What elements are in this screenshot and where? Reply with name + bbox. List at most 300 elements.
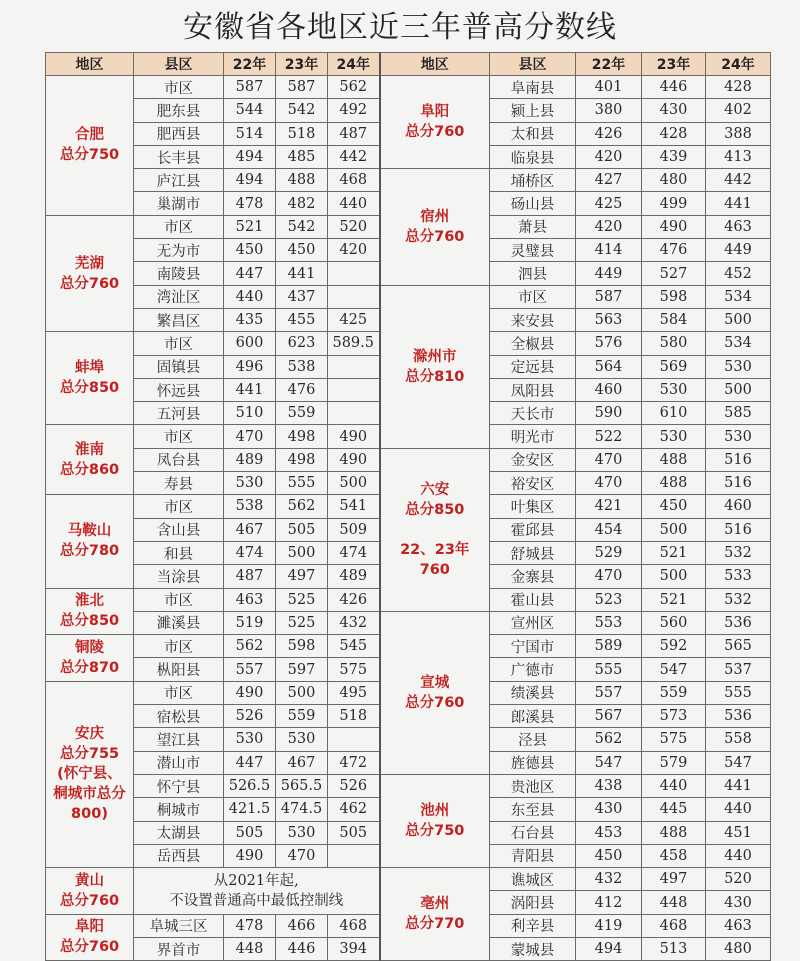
page-title: 安徽省各地区近三年普高分数线 — [183, 10, 617, 45]
region-label: 总分750 — [405, 823, 465, 839]
score-22-cell: 449 — [576, 262, 642, 285]
score-22-cell: 562 — [576, 728, 642, 751]
score-24-cell: 487 — [328, 122, 380, 145]
region-label: 马鞍山 — [67, 523, 112, 540]
table-row — [46, 285, 771, 308]
score-24-cell: 440 — [706, 798, 771, 821]
score-24-cell: 425 — [328, 308, 380, 331]
score-22-cell: 505 — [224, 821, 276, 844]
score-22-cell: 460 — [576, 378, 642, 401]
region-cell — [380, 448, 490, 611]
region-label: 总分760 — [405, 228, 465, 245]
score-22-cell: 521 — [224, 215, 276, 238]
score-table — [45, 52, 771, 961]
region-label: 22、23年 — [400, 541, 470, 558]
table-row — [46, 169, 771, 192]
score-22-cell: 567 — [576, 705, 642, 728]
score-23-cell: 623 — [276, 332, 328, 355]
region-label: 黄山 — [75, 872, 104, 889]
region-label: 总分760 — [59, 892, 120, 909]
score-23-cell: 439 — [642, 145, 706, 168]
county-cell: 市区 — [134, 588, 224, 611]
score-24-cell — [328, 378, 380, 401]
region-label: 池州 — [420, 803, 450, 819]
region-label: 总分750 — [59, 147, 120, 164]
score-23-cell: 598 — [276, 635, 328, 658]
score-22-cell: 450 — [576, 844, 642, 867]
county-cell: 南陵县 — [134, 262, 224, 285]
score-23-cell: 560 — [642, 611, 706, 634]
region-label: 宣城 — [420, 674, 450, 691]
county-cell: 寿县 — [134, 472, 224, 495]
county-cell: 市区 — [134, 681, 224, 704]
region-cell — [380, 774, 490, 867]
score-24-cell: 440 — [328, 192, 380, 215]
region-label: 总分755 — [59, 746, 120, 763]
score-24-cell: 516 — [706, 518, 771, 541]
score-22-cell: 470 — [576, 472, 642, 495]
region-cell — [46, 425, 134, 495]
score-22-cell: 453 — [576, 821, 642, 844]
county-cell: 和县 — [134, 541, 224, 564]
score-24-cell: 562 — [328, 76, 380, 99]
score-23-cell: 521 — [642, 588, 706, 611]
score-22-cell: 427 — [576, 169, 642, 192]
score-23-cell: 597 — [276, 658, 328, 681]
region-cell — [46, 914, 134, 961]
score-22-cell: 470 — [576, 565, 642, 588]
county-cell: 贵池区 — [490, 774, 576, 797]
score-23-cell: 500 — [276, 681, 328, 704]
score-22-cell: 435 — [224, 308, 276, 331]
score-23-cell: 430 — [642, 99, 706, 122]
county-cell: 肥东县 — [134, 99, 224, 122]
score-23-cell: 580 — [642, 332, 706, 355]
score-23-cell: 466 — [276, 914, 328, 937]
region-cell — [46, 588, 134, 635]
region-label — [381, 520, 490, 540]
score-24-cell: 534 — [706, 332, 771, 355]
note-line: 从2021年起, — [213, 872, 299, 889]
score-22-cell: 463 — [224, 588, 276, 611]
score-24-cell: 547 — [706, 751, 771, 774]
score-24-cell: 516 — [706, 448, 771, 471]
county-cell: 桐城市 — [134, 798, 224, 821]
score-24-cell: 533 — [706, 565, 771, 588]
score-23-cell: 592 — [642, 635, 706, 658]
header-row — [46, 53, 771, 76]
county-cell: 岳西县 — [134, 844, 224, 867]
score-22-cell: 448 — [224, 937, 276, 960]
region-label: 芜湖 — [75, 255, 104, 272]
score-24-cell: 558 — [706, 728, 771, 751]
column-header: 23年 — [276, 53, 328, 76]
region-label: 铜陵 — [75, 639, 104, 656]
score-24-cell — [328, 262, 380, 285]
county-cell: 太和县 — [490, 122, 576, 145]
region-label: 总分850 — [59, 613, 120, 630]
score-22-cell: 478 — [224, 192, 276, 215]
score-23-cell: 500 — [276, 541, 328, 564]
county-cell: 蒙城县 — [490, 937, 576, 960]
county-cell: 来安县 — [490, 308, 576, 331]
score-23-cell: 505 — [276, 518, 328, 541]
score-23-cell: 445 — [642, 798, 706, 821]
region-cell — [46, 635, 134, 682]
county-cell: 当涂县 — [134, 565, 224, 588]
score-22-cell: 563 — [576, 308, 642, 331]
score-23-cell: 521 — [642, 541, 706, 564]
score-24-cell: 532 — [706, 541, 771, 564]
score-24-cell: 474 — [328, 541, 380, 564]
county-cell: 界首市 — [134, 937, 224, 960]
county-cell: 长丰县 — [134, 145, 224, 168]
county-cell: 旌德县 — [490, 751, 576, 774]
score-23-cell: 488 — [642, 821, 706, 844]
score-24-cell: 472 — [328, 751, 380, 774]
county-cell: 肥西县 — [134, 122, 224, 145]
score-23-cell: 450 — [642, 495, 706, 518]
region-label: 总分860 — [59, 461, 120, 478]
county-cell: 庐江县 — [134, 169, 224, 192]
score-22-cell: 496 — [224, 355, 276, 378]
score-22-cell: 530 — [224, 728, 276, 751]
region-cell — [46, 681, 134, 867]
score-24-cell: 480 — [706, 937, 771, 960]
score-23-cell: 437 — [276, 285, 328, 308]
score-24-cell: 402 — [706, 99, 771, 122]
score-24-cell: 500 — [706, 308, 771, 331]
score-22-cell: 430 — [576, 798, 642, 821]
county-cell: 市区 — [134, 76, 224, 99]
county-cell: 含山县 — [134, 518, 224, 541]
region-cell — [380, 76, 490, 169]
score-24-cell: 516 — [706, 472, 771, 495]
score-24-cell: 451 — [706, 821, 771, 844]
county-cell: 东至县 — [490, 798, 576, 821]
county-cell: 金寨县 — [490, 565, 576, 588]
county-cell: 凤台县 — [134, 448, 224, 471]
score-23-cell: 530 — [642, 425, 706, 448]
column-header: 县区 — [490, 53, 576, 76]
score-24-cell: 420 — [328, 239, 380, 262]
score-24-cell: 532 — [706, 588, 771, 611]
score-24-cell: 432 — [328, 611, 380, 634]
county-cell: 无为市 — [134, 239, 224, 262]
table-body — [46, 76, 771, 961]
score-23-cell: 525 — [276, 588, 328, 611]
score-23-cell: 474.5 — [276, 798, 328, 821]
score-23-cell: 440 — [642, 774, 706, 797]
county-cell: 枞阳县 — [134, 658, 224, 681]
score-24-cell: 463 — [706, 914, 771, 937]
score-22-cell: 425 — [576, 192, 642, 215]
table-row — [46, 868, 771, 891]
score-23-cell: 480 — [642, 169, 706, 192]
score-24-cell: 428 — [706, 76, 771, 99]
score-22-cell: 420 — [576, 215, 642, 238]
score-23-cell: 498 — [276, 425, 328, 448]
score-23-cell: 498 — [276, 448, 328, 471]
region-label: 亳州 — [420, 896, 450, 913]
county-cell: 湾沚区 — [134, 285, 224, 308]
county-cell: 利辛县 — [490, 914, 576, 937]
score-24-cell: 536 — [706, 611, 771, 634]
score-22-cell: 414 — [576, 239, 642, 262]
score-24-cell: 440 — [706, 844, 771, 867]
score-24-cell: 468 — [328, 914, 380, 937]
score-23-cell: 490 — [642, 215, 706, 238]
score-23-cell: 488 — [276, 169, 328, 192]
score-23-cell: 579 — [642, 751, 706, 774]
score-24-cell: 589.5 — [328, 332, 380, 355]
score-23-cell: 470 — [276, 844, 328, 867]
score-23-cell: 547 — [642, 658, 706, 681]
county-cell: 市区 — [490, 285, 576, 308]
region-label: (怀宁县、 — [57, 766, 122, 783]
score-22-cell: 514 — [224, 122, 276, 145]
score-22-cell: 544 — [224, 99, 276, 122]
county-cell: 阜南县 — [490, 76, 576, 99]
column-header: 24年 — [328, 53, 380, 76]
score-24-cell: 492 — [328, 99, 380, 122]
score-23-cell: 559 — [276, 705, 328, 728]
county-cell: 天长市 — [490, 402, 576, 425]
score-22-cell: 454 — [576, 518, 642, 541]
score-24-cell: 460 — [706, 495, 771, 518]
score-22-cell: 421 — [576, 495, 642, 518]
region-cell — [46, 868, 134, 915]
score-23-cell: 448 — [642, 891, 706, 914]
score-23-cell: 565.5 — [276, 774, 328, 797]
score-22-cell: 441 — [224, 378, 276, 401]
county-cell: 青阳县 — [490, 844, 576, 867]
score-22-cell: 380 — [576, 99, 642, 122]
score-23-cell: 527 — [642, 262, 706, 285]
score-24-cell: 495 — [328, 681, 380, 704]
score-23-cell: 485 — [276, 145, 328, 168]
column-header: 县区 — [134, 53, 224, 76]
score-22-cell: 470 — [224, 425, 276, 448]
county-cell: 定远县 — [490, 355, 576, 378]
county-cell: 临泉县 — [490, 145, 576, 168]
region-label: 阜阳 — [420, 104, 450, 121]
score-22-cell: 523 — [576, 588, 642, 611]
score-22-cell: 562 — [224, 635, 276, 658]
score-24-cell: 449 — [706, 239, 771, 262]
score-22-cell: 450 — [224, 239, 276, 262]
score-22-cell: 467 — [224, 518, 276, 541]
score-24-cell: 468 — [328, 169, 380, 192]
score-22-cell: 487 — [224, 565, 276, 588]
score-22-cell: 519 — [224, 611, 276, 634]
county-cell: 怀远县 — [134, 378, 224, 401]
score-22-cell: 557 — [224, 658, 276, 681]
region-label: 总分850 — [405, 501, 465, 518]
score-24-cell — [328, 728, 380, 751]
score-24-cell: 442 — [706, 169, 771, 192]
score-23-cell: 458 — [642, 844, 706, 867]
score-22-cell: 494 — [224, 145, 276, 168]
region-label: 总分760 — [405, 694, 465, 711]
region-cell — [46, 76, 134, 216]
region-label: 淮南 — [75, 441, 104, 458]
score-23-cell: 530 — [276, 821, 328, 844]
score-22-cell: 447 — [224, 262, 276, 285]
score-24-cell: 452 — [706, 262, 771, 285]
score-22-cell: 490 — [224, 844, 276, 867]
score-22-cell: 432 — [576, 868, 642, 891]
region-cell — [46, 495, 134, 588]
score-23-cell: 482 — [276, 192, 328, 215]
county-cell: 灵璧县 — [490, 239, 576, 262]
county-cell: 巢湖市 — [134, 192, 224, 215]
score-23-cell: 542 — [276, 99, 328, 122]
score-22-cell: 547 — [576, 751, 642, 774]
score-24-cell: 441 — [706, 192, 771, 215]
region-label: 蚌埠 — [75, 360, 104, 377]
score-24-cell — [328, 402, 380, 425]
county-cell: 阜城三区 — [134, 914, 224, 937]
column-header: 24年 — [706, 53, 771, 76]
county-cell: 萧县 — [490, 215, 576, 238]
county-cell: 泾县 — [490, 728, 576, 751]
region-label: 桐城市总分 — [53, 786, 126, 803]
score-23-cell: 598 — [642, 285, 706, 308]
county-cell: 宣州区 — [490, 611, 576, 634]
score-24-cell: 490 — [328, 448, 380, 471]
score-22-cell: 494 — [576, 937, 642, 960]
score-24-cell — [328, 285, 380, 308]
county-cell: 宿松县 — [134, 705, 224, 728]
score-24-cell: 518 — [328, 705, 380, 728]
score-24-cell: 537 — [706, 658, 771, 681]
county-cell: 市区 — [134, 332, 224, 355]
score-24-cell: 442 — [328, 145, 380, 168]
score-22-cell: 438 — [576, 774, 642, 797]
score-23-cell: 499 — [642, 192, 706, 215]
county-cell: 霍邱县 — [490, 518, 576, 541]
score-22-cell: 420 — [576, 145, 642, 168]
note-line: 不设置普通高中最低控制线 — [169, 892, 344, 909]
region-label: 安庆 — [75, 726, 104, 743]
score-24-cell — [328, 355, 380, 378]
region-label: 总分850 — [59, 380, 120, 397]
score-22-cell: 412 — [576, 891, 642, 914]
county-cell: 市区 — [134, 215, 224, 238]
region-label: 淮北 — [75, 593, 104, 610]
score-22-cell: 440 — [224, 285, 276, 308]
region-label: 总分780 — [59, 543, 120, 560]
county-cell: 霍山县 — [490, 588, 576, 611]
score-23-cell: 573 — [642, 705, 706, 728]
region-cell — [380, 169, 490, 285]
score-23-cell: 441 — [276, 262, 328, 285]
column-header: 地区 — [46, 53, 134, 76]
county-cell: 绩溪县 — [490, 681, 576, 704]
score-22-cell: 553 — [576, 611, 642, 634]
region-label: 总分770 — [405, 916, 465, 933]
region-label: 六安 — [420, 481, 450, 498]
score-24-cell: 500 — [706, 378, 771, 401]
score-22-cell: 587 — [224, 76, 276, 99]
score-24-cell: 509 — [328, 518, 380, 541]
score-22-cell: 421.5 — [224, 798, 276, 821]
score-24-cell: 530 — [706, 355, 771, 378]
score-22-cell: 474 — [224, 541, 276, 564]
score-23-cell: 455 — [276, 308, 328, 331]
score-24-cell: 490 — [328, 425, 380, 448]
score-22-cell: 526.5 — [224, 774, 276, 797]
county-cell: 望江县 — [134, 728, 224, 751]
region-label: 阜阳 — [75, 919, 104, 936]
score-24-cell: 565 — [706, 635, 771, 658]
region-label: 合肥 — [75, 127, 104, 144]
score-23-cell: 525 — [276, 611, 328, 634]
county-cell: 颍上县 — [490, 99, 576, 122]
score-24-cell: 462 — [328, 798, 380, 821]
score-24-cell: 388 — [706, 122, 771, 145]
score-24-cell: 489 — [328, 565, 380, 588]
score-22-cell: 526 — [224, 705, 276, 728]
region-label: 总分760 — [405, 124, 465, 141]
score-23-cell: 530 — [276, 728, 328, 751]
region-cell — [380, 285, 490, 448]
county-cell: 凤阳县 — [490, 378, 576, 401]
score-22-cell: 555 — [576, 658, 642, 681]
score-23-cell: 468 — [642, 914, 706, 937]
score-24-cell: 426 — [328, 588, 380, 611]
score-23-cell: 446 — [276, 937, 328, 960]
county-cell: 固镇县 — [134, 355, 224, 378]
score-23-cell: 467 — [276, 751, 328, 774]
score-22-cell: 489 — [224, 448, 276, 471]
score-23-cell: 542 — [276, 215, 328, 238]
score-24-cell: 545 — [328, 635, 380, 658]
score-22-cell: 522 — [576, 425, 642, 448]
county-cell: 谯城区 — [490, 868, 576, 891]
score-23-cell: 587 — [276, 76, 328, 99]
score-23-cell: 497 — [276, 565, 328, 588]
county-cell: 太湖县 — [134, 821, 224, 844]
score-22-cell: 426 — [576, 122, 642, 145]
score-22-cell: 538 — [224, 495, 276, 518]
score-22-cell: 510 — [224, 402, 276, 425]
score-24-cell: 413 — [706, 145, 771, 168]
score-23-cell: 555 — [276, 472, 328, 495]
score-22-cell: 530 — [224, 472, 276, 495]
county-cell: 潜山市 — [134, 751, 224, 774]
score-24-cell: 500 — [328, 472, 380, 495]
score-24-cell: 555 — [706, 681, 771, 704]
score-23-cell: 476 — [642, 239, 706, 262]
score-23-cell: 476 — [276, 378, 328, 401]
county-cell: 五河县 — [134, 402, 224, 425]
note-cell — [134, 868, 380, 915]
region-label: 宿州 — [420, 208, 450, 225]
region-label: 滁州市 — [413, 348, 457, 365]
column-header: 22年 — [224, 53, 276, 76]
score-24-cell: 534 — [706, 285, 771, 308]
score-22-cell: 447 — [224, 751, 276, 774]
score-22-cell: 401 — [576, 76, 642, 99]
score-23-cell: 513 — [642, 937, 706, 960]
score-22-cell: 576 — [576, 332, 642, 355]
column-header: 22年 — [576, 53, 642, 76]
score-24-cell: 536 — [706, 705, 771, 728]
region-label: 800) — [71, 806, 108, 823]
table-row — [46, 76, 771, 99]
